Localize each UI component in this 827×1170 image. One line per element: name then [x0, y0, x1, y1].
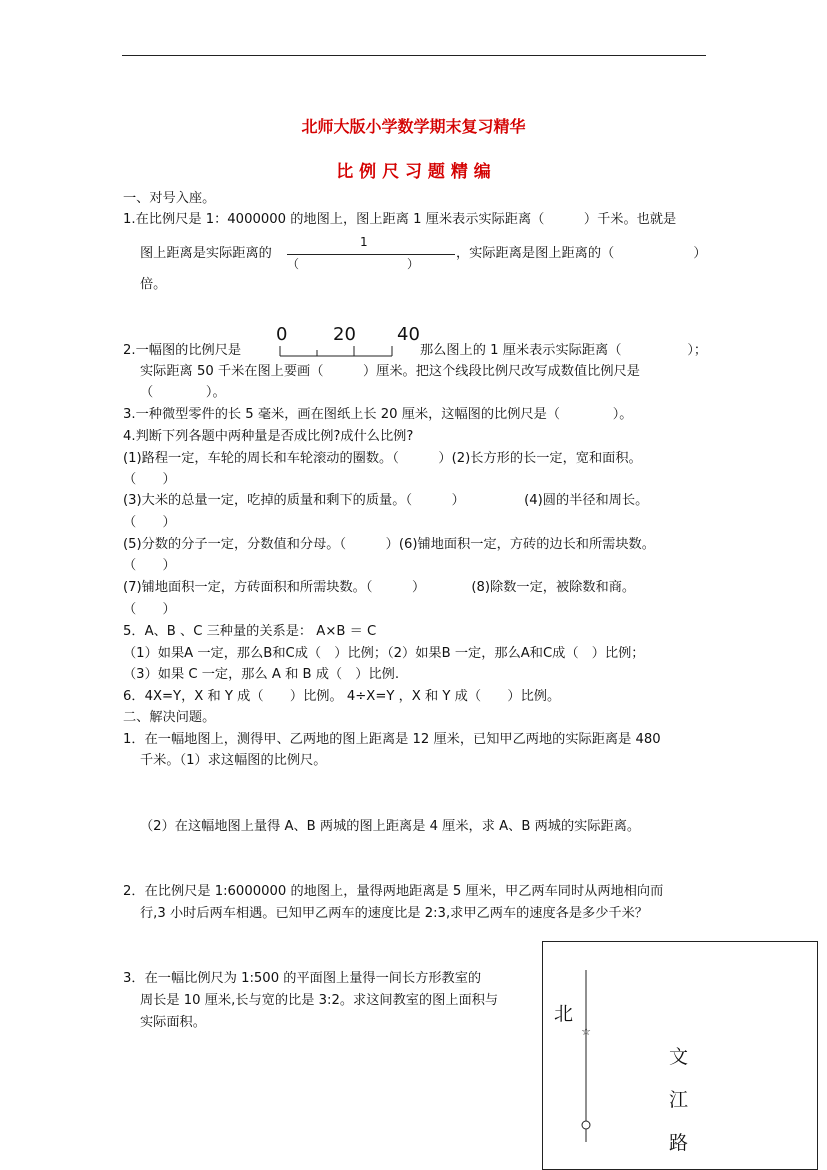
p3-line1: 3．在一幅比例尺为 1:500 的平面图上量得一间长方形教室的 [123, 971, 482, 986]
p2-line1: 2．在比例尺是 1:6000000 的地图上，量得两地距离是 5 厘米，甲乙两车同时从两地相向而 [123, 884, 664, 899]
q2-line2: 实际距离 50 千米在图上要画（ ）厘米。把这个线段比例尺改写成数值比例尺是 [140, 364, 640, 379]
q2-line3: （ ）。 [140, 385, 226, 400]
q1-fraction-numerator: 1 [360, 235, 368, 249]
q4-item: （ ） [123, 602, 176, 617]
scale-tick-40: 40 [397, 324, 420, 345]
scale-tick-20: 20 [333, 324, 356, 345]
q4-item: （ ） [123, 515, 176, 530]
q4-item: （ ） [123, 558, 176, 573]
q2-prefix: 2.一幅图的比例尺是 [123, 343, 242, 358]
q1-fraction-bar [287, 254, 455, 255]
document-subtitle: 比 例 尺 习 题 精 编 [336, 162, 491, 182]
map-north-label: 北 [554, 1003, 574, 1025]
section2-heading: 二、解决问题。 [123, 710, 216, 725]
q1-line1: 1.在比例尺是 1：4000000 的地图上，图上距离 1 厘米表示实际距离（ ）千米。也就是 [123, 212, 677, 227]
q5-line2: （1）如果A 一定，那么B和C成（ ）比例；（2）如果B 一定，那么A和C成（ ）比例； [123, 646, 645, 661]
q5-line1: 5．A、B 、C 三种量的关系是： A×B ＝ C [123, 624, 377, 639]
q5-line3: （3）如果 C 一定，那么 A 和 B 成（ ）比例. [123, 667, 400, 682]
p2-line2: 行,3 小时后两车相遇。已知甲乙两车的速度比是 2:3,求甲乙两车的速度各是多少千米？ [140, 906, 648, 921]
p3-line2: 周长是 10 厘米,长与宽的比是 3:2。求这间教室的图上面积与 [140, 993, 499, 1008]
document-title: 北师大版小学数学期末复习精华 [301, 117, 526, 136]
q4-item: （ ） [123, 472, 176, 487]
scale-tick-0: 0 [276, 324, 288, 345]
q4-item: (5)分数的分子一定，分数值和分母。（ ）(6)铺地面积一定，方砖的边长和所需块数。 [123, 537, 655, 552]
map-road-char: 路 [669, 1132, 689, 1154]
section1-heading: 一、对号入座。 [123, 191, 216, 206]
q4-intro: 4.判断下列各题中两种量是否成比例?成什么比例? [123, 429, 414, 444]
q4-item: (3)大米的总量一定，吃掉的质量和剩下的质量。（ ） (4)圆的半径和周长。 [123, 493, 649, 508]
svg-text:☆: ☆ [581, 1025, 591, 1038]
q6: 6．4X=Y，X 和 Y 成（ ）比例。 4÷X=Y ，X 和 Y 成（ ）比例。 [123, 689, 561, 704]
q4-item: (7)铺地面积一定，方砖面积和所需块数。（ ） (8)除数一定，被除数和商。 [123, 580, 636, 595]
p1-line3: （2）在这幅地图上量得 A、B 两城的图上距离是 4 厘米，求 A、B 两城的实际距离。 [140, 819, 641, 834]
q3: 3.一种微型零件的长 5 毫米，画在图纸上长 20 厘米，这幅图的比例尺是（ ）。 [123, 407, 633, 422]
map-road-char: 江 [669, 1089, 689, 1111]
q1-line2a: 图上距离是实际距离的 [140, 246, 272, 261]
q1-line3: 倍。 [140, 277, 167, 292]
p1-line2: 千米。（1）求这幅图的比例尺。 [140, 753, 327, 768]
map-road-char: 文 [669, 1046, 689, 1068]
p3-line3: 实际面积。 [140, 1015, 206, 1030]
map-diagram [542, 941, 818, 1170]
q1-line2b: ，实际距离是图上距离的（ ） [456, 246, 707, 261]
q1-fraction-denominator: （ ） [287, 257, 420, 271]
p1-line1: 1．在一幅地图上，测得甲、乙两地的图上距离是 12 厘米，已知甲乙两地的实际距离是 480 [123, 732, 661, 747]
q2-suffix: 那么图上的 1 厘米表示实际距离（ ）； [420, 343, 708, 358]
top-rule [122, 55, 706, 56]
q4-item: (1)路程一定，车轮的周长和车轮滚动的圈数。（ ）(2)长方形的长一定，宽和面积。 [123, 451, 642, 466]
